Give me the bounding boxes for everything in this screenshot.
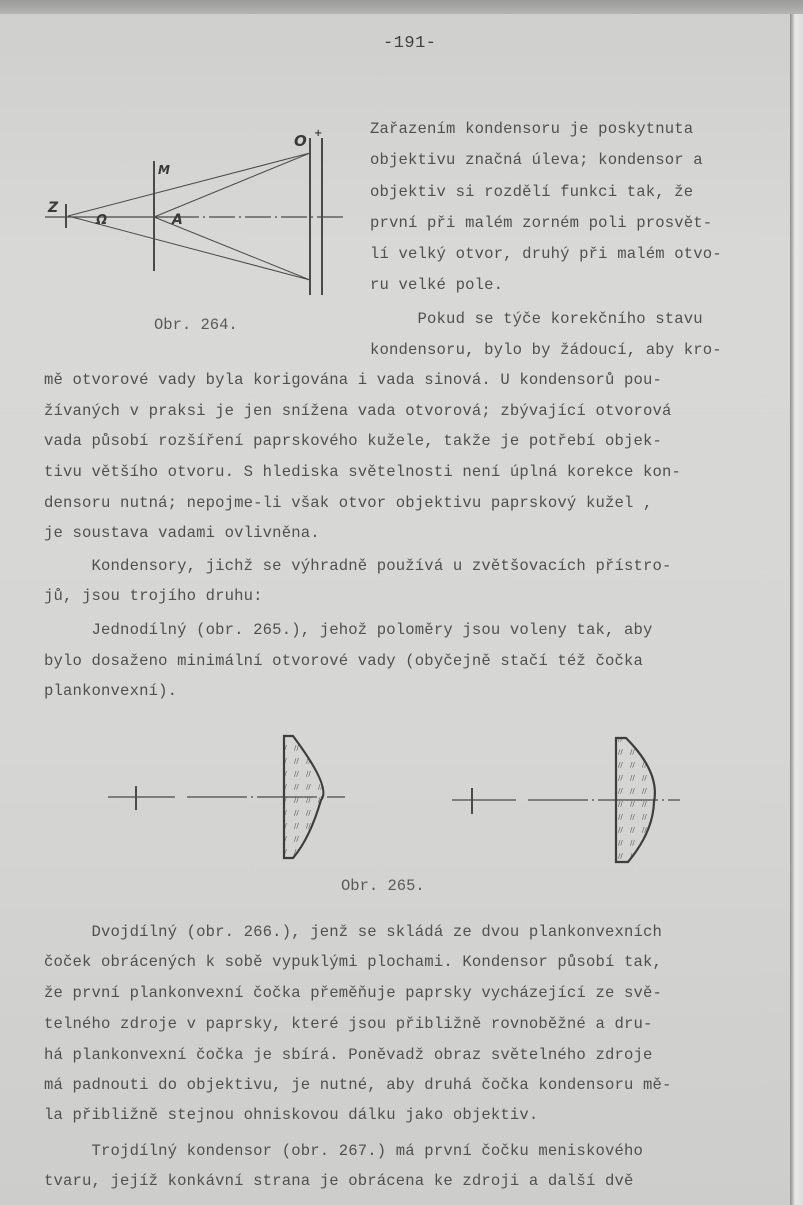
figure-265-lens-right	[448, 732, 698, 872]
text-line: Jednodílný (obr. 265.), jehož poloměry jsou voleny tak, aby	[44, 621, 653, 639]
text-line: je soustava vadami ovlivněna.	[44, 524, 320, 542]
text-line: mě otvorové vady byla korigována i vada sinová. U kondensorů pou-	[44, 371, 663, 389]
text-line: že první plankonvexní čočka přeměňuje paprsky vycházející ze svě-	[44, 984, 663, 1002]
text-line: Pokud se týče korekčního stavu	[370, 310, 703, 328]
text-line: kondensoru, bylo by žádoucí, aby kro-	[370, 341, 722, 359]
text-line: tvaru, jejíž konkávní strana je obrácena ke zdroji a další dvě	[44, 1172, 634, 1190]
scan-right-edge	[790, 14, 803, 1205]
label-plus: +	[314, 128, 323, 139]
text-line: jů, jsou trojího druhu:	[44, 587, 263, 605]
text-line: densoru nutná; nepojme-li však otvor objektivu paprskový kužel ,	[44, 494, 653, 512]
text-line: první při malém zorném poli prosvět-	[370, 214, 713, 232]
text-line: objektivu značná úleva; kondensor a	[370, 151, 703, 169]
text-line: bylo dosaženo minimální otvorové vady (obyčejně stačí též čočka	[44, 652, 643, 670]
label-o: O	[294, 132, 307, 150]
text-line: žívaných v praksi je jen snížena vada otvorová; zbývající otvorová	[44, 402, 672, 420]
text-line: Dvojdílný (obr. 266.), jenž se skládá ze dvou plankonvexních	[44, 923, 663, 941]
text-line: Kondensory, jichž se výhradně používá u zvětšovacích přístro-	[44, 557, 672, 575]
text-line: Trojdílný kondensor (obr. 267.) má první čočku meniskového	[44, 1142, 643, 1160]
figure-265-lens-left	[100, 728, 350, 868]
text-line: lí velký otvor, druhý při malém otvo-	[370, 245, 722, 263]
text-line: há plankonvexní čočka je sbírá. Poněvadž obraz světelného zdroje	[44, 1046, 653, 1064]
text-line: objektiv si rozdělí funkci tak, že	[370, 183, 694, 201]
figure-264-caption: Obr. 264.	[154, 316, 238, 334]
label-m: M	[158, 163, 170, 177]
text-line: vada působí rozšíření paprskového kužele, takže je potřebí objek-	[44, 432, 663, 450]
text-line: la přibližně stejnou ohniskovou dálku jako objektiv.	[44, 1106, 539, 1124]
text-line: čoček obrácených k sobě vypuklými plochami. Kondensor působí tak,	[44, 953, 663, 971]
figure-265-caption: Obr. 265.	[341, 877, 425, 895]
text-line: má padnouti do objektivu, je nutné, aby druhá čočka kondensoru mě-	[44, 1076, 672, 1094]
text-line: tivu většího otvoru. S hlediska světelnosti není úplná korekce kon-	[44, 463, 682, 481]
text-line: telného zdroje v paprsky, které jsou přibližně rovnoběžné a dru-	[44, 1015, 653, 1033]
text-line: plankonvexní).	[44, 682, 178, 700]
label-a: A	[172, 212, 183, 228]
text-line: Zařazením kondensoru je poskytnuta	[370, 120, 694, 138]
label-omega: Ω	[96, 213, 108, 228]
page-number: -191-	[383, 34, 437, 53]
figure-264-diagram	[40, 128, 360, 308]
label-z: Z	[48, 200, 59, 216]
text-line: ru velké pole.	[370, 276, 504, 294]
